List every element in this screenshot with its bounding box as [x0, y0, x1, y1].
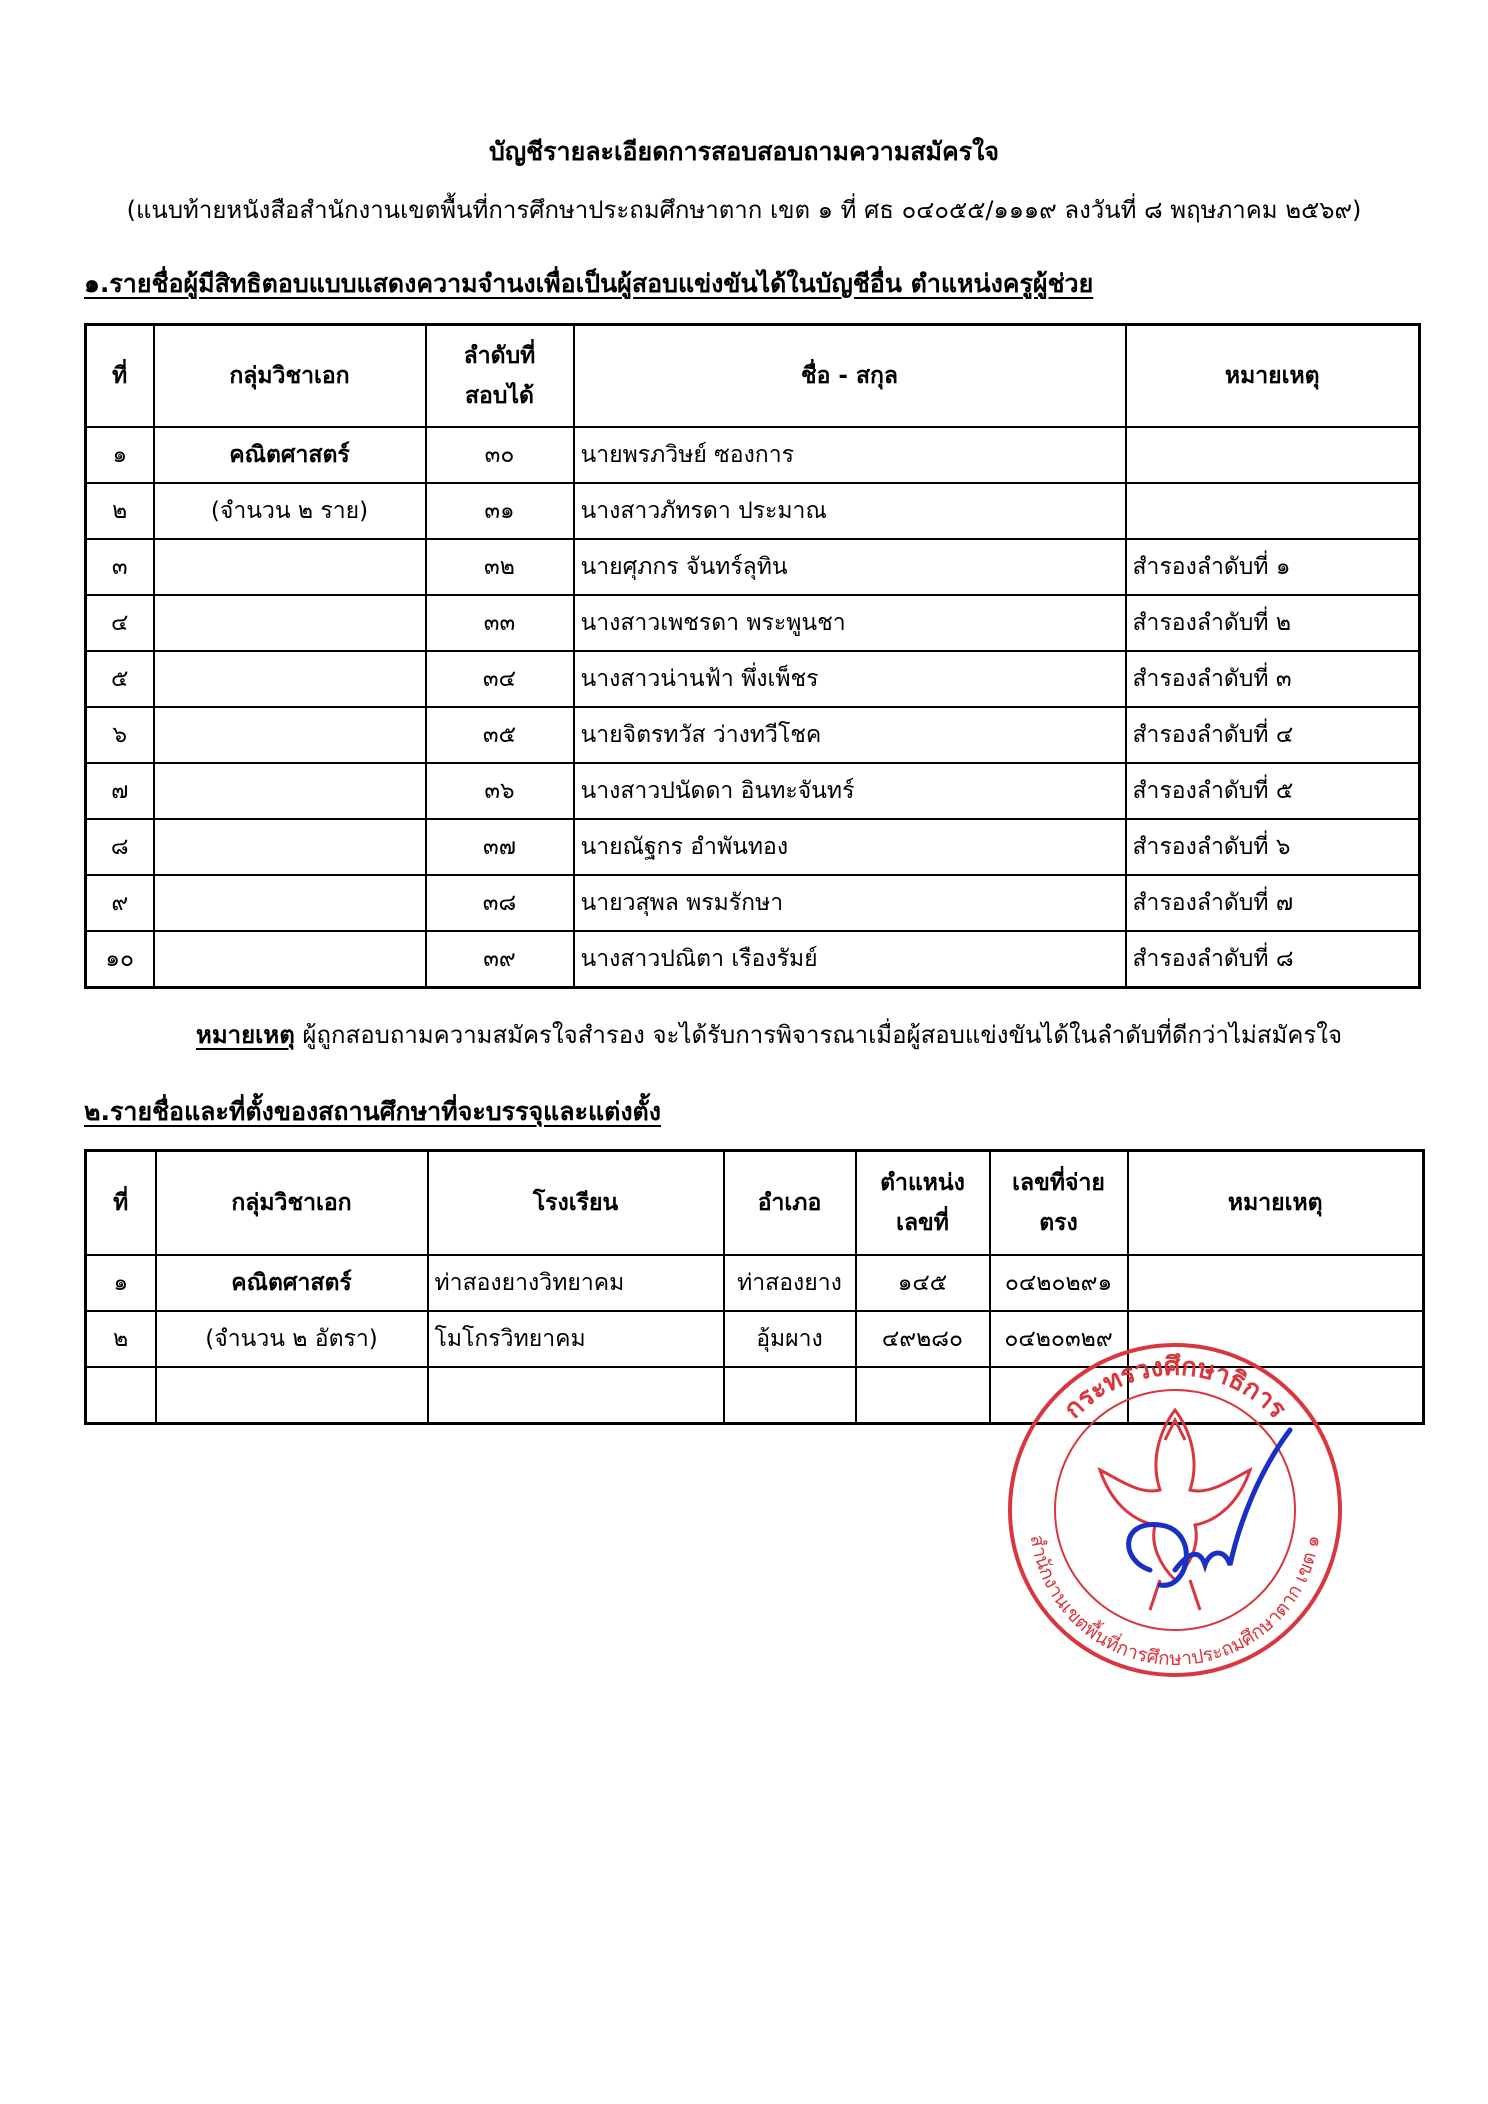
- row-subject: [154, 707, 426, 763]
- row-remark: สำรองลำดับที่ ๔: [1126, 707, 1420, 763]
- header-position-line2: เลขที่: [896, 1209, 949, 1236]
- row-number: ๗: [86, 763, 154, 819]
- row-rank: ๓๔: [426, 651, 574, 707]
- header-name: ชื่อ - สกุล: [574, 325, 1126, 427]
- row-remark: [1126, 427, 1420, 483]
- row-remark: [1126, 483, 1420, 539]
- row-subject: [154, 875, 426, 931]
- header-remark: หมายเหตุ: [1128, 1151, 1424, 1255]
- row-subject: (จำนวน ๒ อัตรา): [156, 1311, 428, 1367]
- row-remark: สำรองลำดับที่ ๑: [1126, 539, 1420, 595]
- header-payroll: [990, 1151, 1128, 1255]
- candidate-row: [86, 707, 1420, 763]
- header-position: [856, 1151, 990, 1255]
- candidate-table: [84, 323, 1421, 989]
- header-no: ที่: [86, 1151, 156, 1255]
- row-number: ๔: [86, 595, 154, 651]
- row-number: ๑: [86, 1255, 156, 1311]
- row-remark: สำรองลำดับที่ ๗: [1126, 875, 1420, 931]
- school-row: [86, 1255, 1424, 1311]
- row-position-number: [856, 1367, 990, 1424]
- remark-note-text: ผู้ถูกสอบถามความสมัครใจสำรอง จะได้รับการพิจารณาเมื่อผู้สอบแข่งขันได้ในลำดับที่ดีกว่าไม่สมัครใจ: [294, 1021, 1343, 1049]
- row-school: ท่าสองยางวิทยาคม: [428, 1255, 724, 1311]
- row-payroll-number: ๐๔๒๐๓๒๙: [990, 1311, 1128, 1367]
- row-name: นายวสุพล พรมรักษา: [574, 875, 1126, 931]
- header-rank: [426, 325, 574, 427]
- candidate-row: [86, 539, 1420, 595]
- row-subject: [154, 595, 426, 651]
- row-school: [428, 1367, 724, 1424]
- row-name: นางสาวปณิตา เรืองรัมย์: [574, 931, 1126, 988]
- row-number: ๕: [86, 651, 154, 707]
- document-subtitle: (แนบท้ายหนังสือสำนักงานเขตพื้นที่การศึกษาประถมศึกษาตาก เขต ๑ ที่ ศธ ๐๔๐๕๕/๑๑๑๙ ลงวันที่ ๘ พฤษภาคม ๒๕๖๙): [126, 196, 1362, 224]
- row-name: นางสาวเพชรดา พระพูนชา: [574, 595, 1126, 651]
- header-rank-line2: สอบได้: [465, 382, 534, 409]
- row-rank: ๓๖: [426, 763, 574, 819]
- row-number: [86, 1367, 156, 1424]
- row-subject: [154, 539, 426, 595]
- row-position-number: ๔๙๒๘๐: [856, 1311, 990, 1367]
- header-rank-line1: ลำดับที่: [463, 342, 536, 369]
- seal-text-bottom: สำนักงานเขตพื้นที่การศึกษาประถมศึกษาตาก เขต ๑: [1025, 1533, 1325, 1671]
- signature-icon: [1129, 1430, 1290, 1585]
- row-position-number: ๑๔๕: [856, 1255, 990, 1311]
- header-payroll-line2: ตรง: [1039, 1209, 1078, 1236]
- section1-heading: ๑.รายชื่อผู้มีสิทธิตอบแบบแสดงความจำนงเพื่อเป็นผู้สอบแข่งขันได้ในบัญชีอื่น ตำแหน่งครูผู้ช่วย: [84, 269, 1094, 298]
- header-school: โรงเรียน: [428, 1151, 724, 1255]
- candidate-row: [86, 875, 1420, 931]
- row-rank: ๓๒: [426, 539, 574, 595]
- header-position-line1: ตำแหน่ง: [880, 1169, 965, 1196]
- row-name: นายพรภวิษย์ ซองการ: [574, 427, 1126, 483]
- row-subject: (จำนวน ๒ ราย): [154, 483, 426, 539]
- header-payroll-line1: เลขที่จ่าย: [1012, 1169, 1105, 1196]
- candidate-row: [86, 819, 1420, 875]
- row-remark: [1128, 1255, 1424, 1311]
- row-name: นายจิตรทวัส ว่างทวีโชค: [574, 707, 1126, 763]
- row-rank: ๓๗: [426, 819, 574, 875]
- row-subject: คณิตศาสตร์: [156, 1255, 428, 1311]
- row-number: ๑๐: [86, 931, 154, 988]
- row-subject: [154, 651, 426, 707]
- header-no: ที่: [86, 325, 154, 427]
- row-number: ๑: [86, 427, 154, 483]
- row-subject: [156, 1367, 428, 1424]
- row-name: นางสาวน่านฟ้า พึ่งเพ็ชร: [574, 651, 1126, 707]
- candidate-row: [86, 763, 1420, 819]
- row-number: ๖: [86, 707, 154, 763]
- row-subject: [154, 763, 426, 819]
- candidate-row: [86, 931, 1420, 988]
- row-remark: สำรองลำดับที่ ๖: [1126, 819, 1420, 875]
- row-remark: สำรองลำดับที่ ๓: [1126, 651, 1420, 707]
- row-name: นางสาวภัทรดา ประมาณ: [574, 483, 1126, 539]
- row-number: ๙: [86, 875, 154, 931]
- row-name: นายณัฐกร อำพันทอง: [574, 819, 1126, 875]
- remark-note: [196, 1015, 1342, 1054]
- row-district: ท่าสองยาง: [724, 1255, 856, 1311]
- candidate-row: [86, 427, 1420, 483]
- row-rank: ๓๐: [426, 427, 574, 483]
- row-rank: ๓๓: [426, 595, 574, 651]
- row-district: [724, 1367, 856, 1424]
- row-number: ๒: [86, 483, 154, 539]
- row-remark: สำรองลำดับที่ ๕: [1126, 763, 1420, 819]
- seal-inner-ring: [1055, 1390, 1295, 1630]
- row-subject: [154, 931, 426, 988]
- row-school: โมโกรวิทยาคม: [428, 1311, 724, 1367]
- section2-heading: ๒.รายชื่อและที่ตั้งของสถานศึกษาที่จะบรรจุและแต่งตั้ง: [84, 1097, 662, 1126]
- row-rank: ๓๕: [426, 707, 574, 763]
- remark-note-label: หมายเหตุ: [196, 1021, 295, 1049]
- row-subject: [154, 819, 426, 875]
- row-remark: สำรองลำดับที่ ๒: [1126, 595, 1420, 651]
- header-subject: กลุ่มวิชาเอก: [156, 1151, 428, 1255]
- school-table-header: [86, 1151, 1424, 1255]
- row-number: ๘: [86, 819, 154, 875]
- header-remark: หมายเหตุ: [1126, 325, 1420, 427]
- row-name: นางสาวปนัดดา อินทะจันทร์: [574, 763, 1126, 819]
- row-subject: คณิตศาสตร์: [154, 427, 426, 483]
- header-subject: กลุ่มวิชาเอก: [154, 325, 426, 427]
- row-remark: สำรองลำดับที่ ๘: [1126, 931, 1420, 988]
- row-payroll-number: ๐๔๒๐๒๙๑: [990, 1255, 1128, 1311]
- candidate-row: [86, 595, 1420, 651]
- document-title: บัญชีรายละเอียดการสอบสอบถามความสมัครใจ: [488, 137, 999, 166]
- row-number: ๒: [86, 1311, 156, 1367]
- row-rank: ๓๙: [426, 931, 574, 988]
- seal-outer-ring: [1010, 1345, 1340, 1675]
- row-rank: ๓๘: [426, 875, 574, 931]
- row-district: อุ้มผาง: [724, 1311, 856, 1367]
- seal-text-top: กระทรวงศึกษาธิการ: [1058, 1351, 1292, 1425]
- header-district: อำเภอ: [724, 1151, 856, 1255]
- official-seal-icon: [1000, 1320, 1350, 1690]
- candidate-table-header: [86, 325, 1420, 427]
- row-name: นายศุภกร จันทร์ลุทิน: [574, 539, 1126, 595]
- candidate-row: [86, 483, 1420, 539]
- row-number: ๓: [86, 539, 154, 595]
- candidate-row: [86, 651, 1420, 707]
- row-rank: ๓๑: [426, 483, 574, 539]
